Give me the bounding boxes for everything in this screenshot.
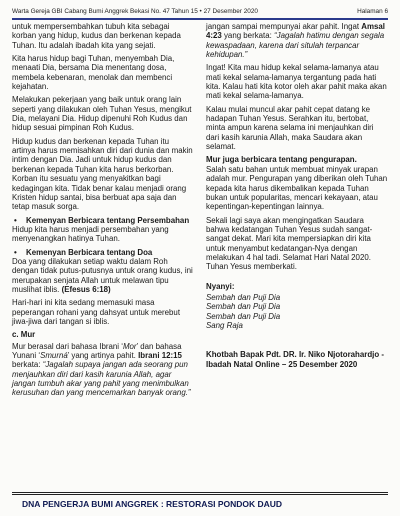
page-header [12,6,388,20]
song-item: Sembah dan Puji Dia [206,292,281,302]
bullet-icon: • [14,247,17,257]
paragraph: Melakukan pekerjaan yang baik untuk orang lain seperti yang dilakukan oleh Tuhan Yesus, mengikut Dia, melayani Dia. Hidup dipenuhi Roh Kudus dan hidup sesuai pimpinan Roh Kudus. [12,95,192,133]
song-list [206,293,388,330]
bullet-heading-text: Kemenyan Berbicara tentang Doa [26,247,153,257]
nyanyi-label: Nyanyi: [206,281,235,291]
hebrew-word: Mor [122,341,137,351]
song-item: Sang Raja [206,320,243,330]
scripture-quote: “Jagalah supaya jangan ada seorang pun menjauhkan diri dari kasih karunia Allah, agar jangan tumbuh akar yang pahit yang menimbulkan kerusuhan dan yang mencemarkan banyak orang.” [12,360,191,398]
paragraph [12,342,194,398]
paragraph: Hidup kudus dan berkenan kepada Tuhan itu artinya harus memisahkan diri dari dunia dan makin intim dengan Dia. Jadi untuk hidup kudus dan berkenan kepada Tuhan kita harus berkorban. Korban itu sesuatu yang menyakitkan bagi kedagingan kita. Tidak benar kalau menjadi orang Kristen hidup santai, bisa berbuat apa saja dan tetap masuk sorga. [12,136,193,212]
paragraph-text: Doa yang dilakukan setiap waktu dalam Roh dengan tidak putus-putusnya untuk orang kudus, ini merupakan senjata Allah untuk melawan tipu muslihat iblis. [12,256,193,294]
paragraph-text: ’ yang artinya pahit. [67,351,139,360]
paragraph: Kita harus hidup bagi Tuhan, menyembah Dia, menaati Dia, bersama Dia menentang dosa, membela kebenaran, menolak dan membenci kejahatan. [12,54,175,92]
paragraph: untuk mempersembahkan tubuh kita sebagai korban yang hidup, kudus dan berkenan kepada Tuhan. Itu adalah ibadah kita yang sejati. [12,22,181,50]
scripture-reference: (Efesus 6:18) [61,284,111,294]
paragraph-text: ’ dan bahasa Yunani ‘ [12,341,182,360]
page-footer [12,492,388,509]
paragraph: Hari-hari ini kita sedang memasuki masa peperangan rohani yang dahsyat untuk merebut jiwa-jiwa dari tangan si iblis. [12,298,181,326]
song-item: Sembah dan Puji Dia [206,302,281,312]
paragraph-text: berkata: [12,360,43,370]
paragraph: Kalau mulai muncul akar pahit cepat datang ke hadapan Tuhan Yesus. Serahkan itu, bertobat, minta ampun karena selama ini menjauhkan diri dari kasih karunia Allah, maka Saudara akan selamat. [206,104,374,152]
paragraph [206,22,388,59]
bullet-heading-text: Kemenyan Berbicara tentang Persembahan [26,215,190,225]
paragraph: Salah satu bahan untuk membuat minyak urapan adalah mur. Pengurapan yang diberikan oleh Tuhan kepada kita harus dikembalikan kepada Tuhan bukan untuk popularitas, mencari kekayaan, atau kepentingan-kepentingan lainnya. [206,164,388,212]
section-heading-pengurapan: Mur juga berbicara tentang pengurapan. [206,155,357,165]
bullet-heading-doa [12,248,194,257]
sermon-attribution: Khotbah Bapak Pdt. DR. Ir. Niko Njotorahardjo - Ibadah Natal Online – 25 Desember 2020 [206,350,384,369]
paragraph: Ingat! Kita mau hidup kekal selama-lamanya atau mati kekal selama-lamanya tergantung pada hati kita. Kalau hati kita kotor oleh akar pahit maka akan mati kekal selama-lamanya. [206,63,387,101]
bullet-icon: • [14,215,17,225]
paragraph: Sekali lagi saya akan mengingatkan Saudara bahwa kedatangan Tuhan Yesus sudah sangat-sangat dekat. Mari kita mempersiapkan diri kita untuk menyambut kedatangan-Nya dengan melakukan 4 hal tadi. Selamat Hari Natal 2020. Tuhan Yesus memberkati. [206,215,373,272]
right-column [206,22,388,373]
header-publication: Warta Gereja GBI Cabang Bumi Anggrek Bekasi No. 47 Tahun 15 • 27 Desember 2020 [12,8,258,15]
scripture-reference: Ibrani 12:15 [138,351,182,360]
paragraph-text: Mur berasal dari bahasa Ibrani ‘ [12,341,123,351]
section-heading-mur: c. Mur [12,330,36,340]
paragraph: Hidup kita harus menjadi persembahan yang menyenangkan hatinya Tuhan. [12,224,169,244]
greek-word: Smurná [40,351,68,360]
paragraph [12,257,194,294]
paragraph-text: sampai mempunyai akar pahit. Ingat [231,22,362,31]
scripture-quote: “Jagalah hatimu dengan segala kewaspadaan, karena dari situlah terpancar kehidupan.” [206,31,385,60]
bullet-heading-persembahan [12,216,194,225]
scripture-reference: Amsal 4:23 [206,22,385,41]
left-column [12,22,194,402]
footer-motto: DNA PENGERJA BUMI ANGGREK : RESTORASI PONDOK DAUD [22,499,283,509]
paragraph-text: yang berkata: [221,31,274,41]
paragraph-text: jangan [206,22,230,31]
song-item: Sembah dan Puji Dia [206,311,281,321]
header-page-number: Halaman 6 [357,8,388,15]
